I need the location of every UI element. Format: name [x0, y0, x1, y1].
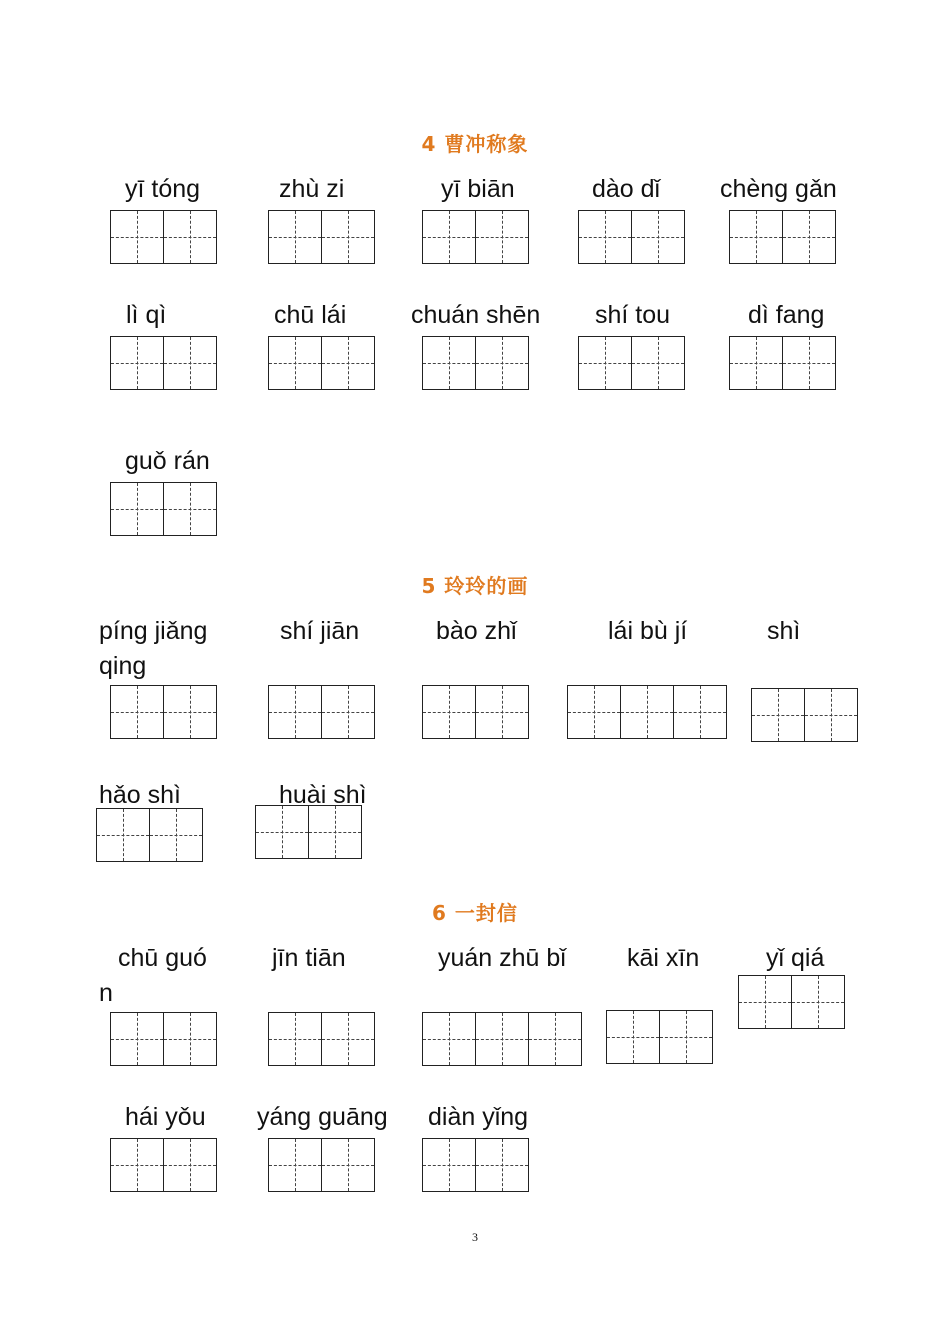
pinyin-label: chèng gǎn [720, 175, 837, 203]
writing-cell[interactable] [578, 210, 632, 264]
pinyin-label: yī tóng [125, 175, 201, 203]
writing-cell[interactable] [620, 685, 674, 739]
pinyin-label: chuán shēn [411, 301, 541, 329]
pinyin-label: yī biān [441, 175, 515, 203]
writing-grid[interactable] [255, 805, 362, 859]
writing-cell[interactable] [110, 685, 164, 739]
pinyin-label: zhù zi [279, 175, 345, 203]
writing-cell[interactable] [751, 688, 805, 742]
writing-cell[interactable] [268, 685, 322, 739]
pinyin-label: chū lái [274, 301, 347, 329]
writing-grid[interactable] [110, 685, 217, 739]
writing-cell[interactable] [321, 685, 375, 739]
writing-cell[interactable] [475, 1012, 529, 1066]
writing-cell[interactable] [606, 1010, 660, 1064]
writing-cell[interactable] [255, 805, 309, 859]
writing-cell[interactable] [422, 336, 476, 390]
writing-grid[interactable] [268, 1012, 375, 1066]
writing-grid[interactable] [96, 808, 203, 862]
pinyin-label: guǒ rán [125, 447, 210, 475]
pinyin-label: hǎo shì [99, 781, 182, 809]
pinyin-label: dào dǐ [592, 175, 661, 203]
writing-grid[interactable] [606, 1010, 713, 1064]
pinyin-label: bào zhǐ [436, 617, 517, 645]
writing-cell[interactable] [782, 210, 836, 264]
writing-cell[interactable] [321, 1138, 375, 1192]
pinyin-label: shí tou [595, 301, 671, 329]
writing-cell[interactable] [738, 975, 792, 1029]
writing-cell[interactable] [321, 336, 375, 390]
writing-cell[interactable] [149, 808, 203, 862]
writing-grid[interactable] [110, 210, 217, 264]
writing-cell[interactable] [475, 210, 529, 264]
writing-grid[interactable] [738, 975, 845, 1029]
writing-grid[interactable] [422, 336, 529, 390]
pinyin-label: píng jiǎng qing [99, 617, 208, 680]
writing-cell[interactable] [659, 1010, 713, 1064]
pinyin-label: dì fang [748, 301, 825, 329]
writing-cell[interactable] [578, 336, 632, 390]
writing-cell[interactable] [268, 1012, 322, 1066]
section-heading-5: 5 玲玲的画 [421, 574, 529, 598]
writing-grid[interactable] [729, 336, 836, 390]
writing-grid[interactable] [110, 1138, 217, 1192]
writing-cell[interactable] [422, 1012, 476, 1066]
section-heading-4: 4 曹冲称象 [421, 132, 529, 156]
writing-grid[interactable] [729, 210, 836, 264]
writing-cell[interactable] [729, 336, 783, 390]
writing-cell[interactable] [163, 685, 217, 739]
pinyin-label: hái yǒu [125, 1103, 206, 1131]
writing-cell[interactable] [422, 1138, 476, 1192]
pinyin-label: huài shì [279, 781, 367, 809]
writing-grid[interactable] [422, 210, 529, 264]
writing-cell[interactable] [110, 482, 164, 536]
writing-cell[interactable] [163, 1138, 217, 1192]
writing-cell[interactable] [567, 685, 621, 739]
pinyin-label: chū guó n [99, 944, 207, 1007]
writing-grid[interactable] [567, 685, 727, 739]
writing-cell[interactable] [163, 1012, 217, 1066]
writing-cell[interactable] [631, 210, 685, 264]
writing-cell[interactable] [422, 685, 476, 739]
writing-grid[interactable] [751, 688, 858, 742]
writing-cell[interactable] [268, 1138, 322, 1192]
writing-cell[interactable] [528, 1012, 582, 1066]
writing-grid[interactable] [110, 482, 217, 536]
pinyin-label: kāi xīn [627, 944, 700, 972]
writing-grid[interactable] [268, 210, 375, 264]
writing-grid[interactable] [578, 336, 685, 390]
writing-cell[interactable] [782, 336, 836, 390]
writing-grid[interactable] [110, 336, 217, 390]
writing-grid[interactable] [268, 685, 375, 739]
writing-grid[interactable] [422, 685, 529, 739]
writing-cell[interactable] [96, 808, 150, 862]
writing-cell[interactable] [110, 1012, 164, 1066]
section-heading-6: 6 一封信 [432, 901, 518, 925]
writing-grid[interactable] [422, 1138, 529, 1192]
writing-cell[interactable] [268, 336, 322, 390]
writing-grid[interactable] [578, 210, 685, 264]
writing-cell[interactable] [110, 336, 164, 390]
writing-cell[interactable] [163, 210, 217, 264]
pinyin-label: yuán zhū bǐ [438, 944, 566, 972]
writing-cell[interactable] [729, 210, 783, 264]
writing-cell[interactable] [110, 210, 164, 264]
writing-cell[interactable] [321, 1012, 375, 1066]
writing-cell[interactable] [163, 336, 217, 390]
pinyin-label: yáng guāng [257, 1103, 388, 1131]
writing-grid[interactable] [268, 1138, 375, 1192]
pinyin-label: jīn tiān [272, 944, 346, 972]
writing-cell[interactable] [475, 1138, 529, 1192]
writing-cell[interactable] [110, 1138, 164, 1192]
writing-grid[interactable] [268, 336, 375, 390]
writing-cell[interactable] [321, 210, 375, 264]
pinyin-label: yǐ qiá [766, 944, 825, 972]
page-number: 3 [472, 1230, 478, 1244]
pinyin-label: diàn yǐng [428, 1103, 529, 1131]
writing-grid[interactable] [110, 1012, 217, 1066]
pinyin-label: lì qì [126, 301, 167, 329]
writing-cell[interactable] [475, 685, 529, 739]
writing-cell[interactable] [422, 210, 476, 264]
writing-cell[interactable] [475, 336, 529, 390]
pinyin-label: shì [767, 617, 801, 645]
writing-cell[interactable] [673, 685, 727, 739]
writing-cell[interactable] [791, 975, 845, 1029]
pinyin-label: lái bù jí [608, 617, 688, 645]
writing-cell[interactable] [163, 482, 217, 536]
writing-cell[interactable] [268, 210, 322, 264]
writing-cell[interactable] [631, 336, 685, 390]
writing-cell[interactable] [308, 805, 362, 859]
writing-grid[interactable] [422, 1012, 582, 1066]
pinyin-label: shí jiān [280, 617, 360, 645]
writing-cell[interactable] [804, 688, 858, 742]
